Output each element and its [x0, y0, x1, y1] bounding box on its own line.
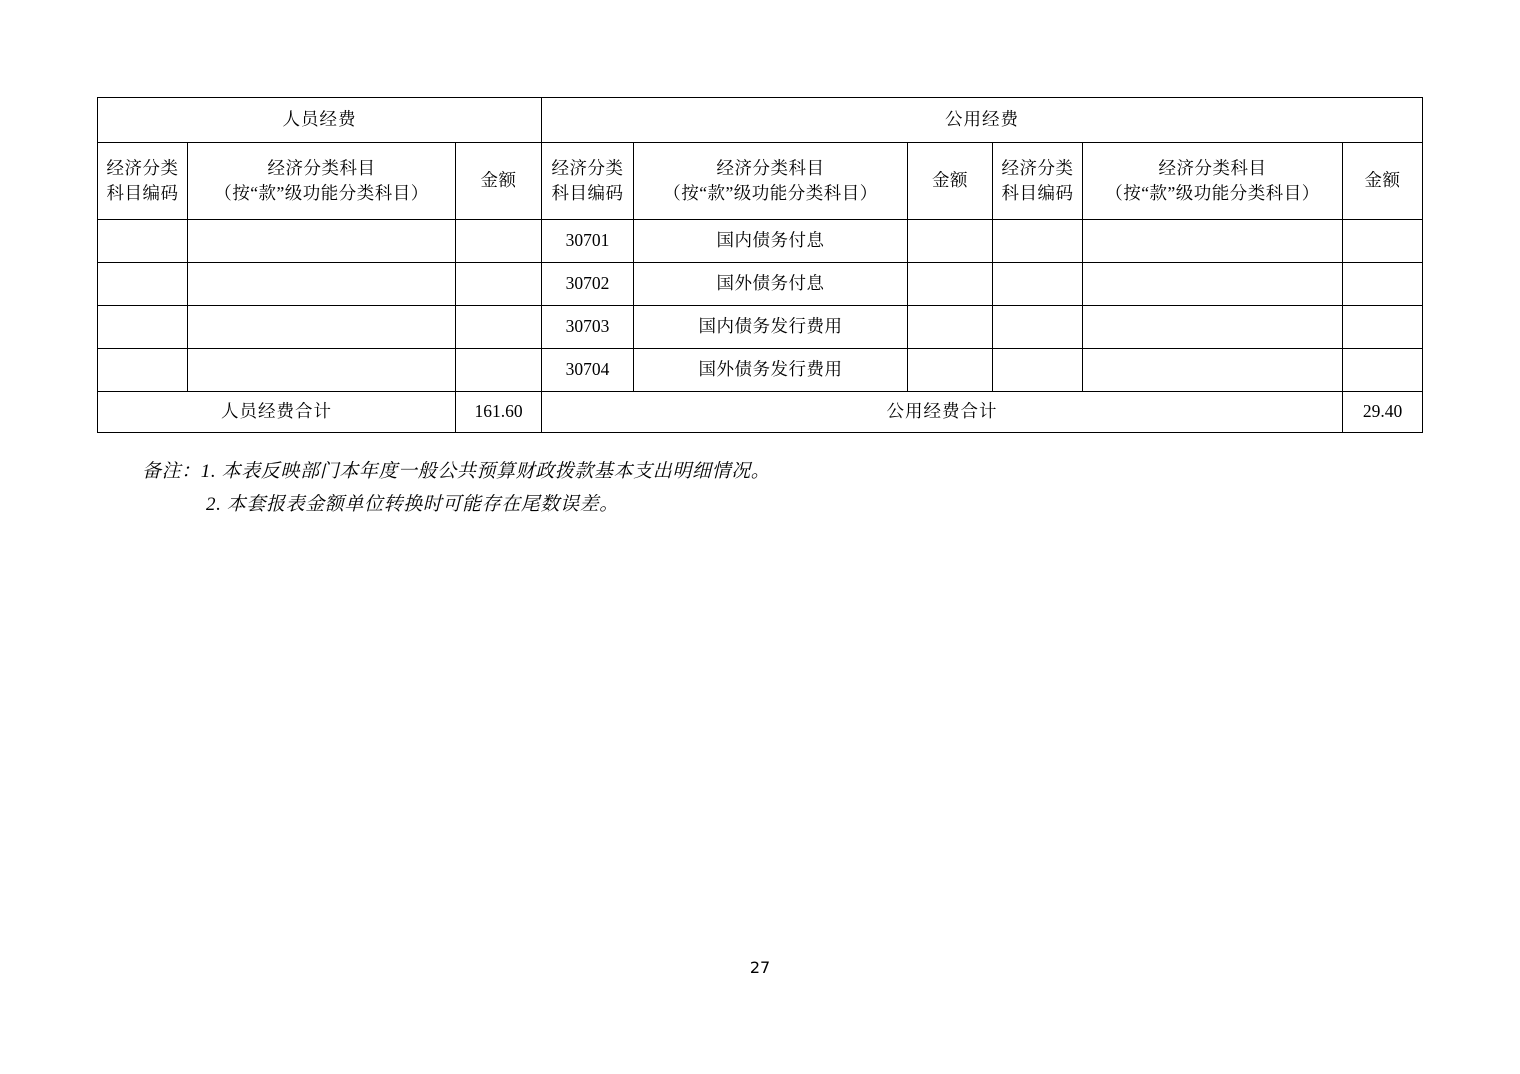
column-header-public2-name: 经济分类科目 （按“款”级功能分类科目）	[1083, 143, 1343, 220]
cell-public1-code: 30703	[542, 306, 634, 349]
total-amount-public: 29.40	[1343, 392, 1423, 433]
table-row	[98, 220, 1423, 263]
cell-public1-amount	[908, 263, 993, 306]
cell-public2-name	[1083, 220, 1343, 263]
column-header-public1-code: 经济分类 科目编码	[542, 143, 634, 220]
cell-personnel-code	[98, 263, 188, 306]
cell-personnel-code	[98, 220, 188, 263]
group-header-public: 公用经费	[542, 98, 1423, 143]
cell-personnel-amount	[456, 306, 542, 349]
cell-personnel-code	[98, 306, 188, 349]
cell-public1-name: 国外债务发行费用	[634, 349, 908, 392]
column-header-public1-amount: 金额	[908, 143, 993, 220]
cell-personnel-code	[98, 349, 188, 392]
cell-personnel-name	[188, 263, 456, 306]
cell-public2-name	[1083, 349, 1343, 392]
cell-personnel-name	[188, 306, 456, 349]
cell-public1-amount	[908, 349, 993, 392]
cell-public2-amount	[1343, 349, 1423, 392]
cell-public2-code	[993, 306, 1083, 349]
column-header-public2-code: 经济分类 科目编码	[993, 143, 1083, 220]
cell-public1-name: 国外债务付息	[634, 263, 908, 306]
cell-public2-amount	[1343, 306, 1423, 349]
table-notes	[142, 455, 770, 522]
cell-public2-code	[993, 263, 1083, 306]
column-header-personnel-name: 经济分类科目 （按“款”级功能分类科目）	[188, 143, 456, 220]
cell-public1-name: 国内债务发行费用	[634, 306, 908, 349]
total-label-public: 公用经费合计	[542, 392, 1343, 433]
table-group-header-row	[98, 98, 1423, 143]
cell-personnel-amount	[456, 349, 542, 392]
cell-public1-name: 国内债务付息	[634, 220, 908, 263]
column-header-public2-amount: 金额	[1343, 143, 1423, 220]
cell-public1-amount	[908, 306, 993, 349]
cell-public1-code: 30702	[542, 263, 634, 306]
cell-public2-amount	[1343, 263, 1423, 306]
total-amount-personnel: 161.60	[456, 392, 542, 433]
table-row	[98, 263, 1423, 306]
column-header-public1-name: 经济分类科目 （按“款”级功能分类科目）	[634, 143, 908, 220]
cell-public2-name	[1083, 306, 1343, 349]
table-column-header-row	[98, 143, 1423, 220]
cell-personnel-name	[188, 349, 456, 392]
cell-personnel-amount	[456, 220, 542, 263]
note-line-1: 备注：1. 本表反映部门本年度一般公共预算财政拨款基本支出明细情况。	[142, 461, 771, 482]
table-total-row	[98, 392, 1423, 433]
cell-public2-name	[1083, 263, 1343, 306]
page-number: 27	[749, 958, 771, 977]
cell-public1-code: 30704	[542, 349, 634, 392]
cell-public2-code	[993, 349, 1083, 392]
group-header-personnel: 人员经费	[98, 98, 542, 143]
cell-public2-amount	[1343, 220, 1423, 263]
cell-public2-code	[993, 220, 1083, 263]
cell-public1-code: 30701	[542, 220, 634, 263]
note-line-2: 2. 本套报表金额单位转换时可能存在尾数误差。	[206, 494, 619, 516]
total-label-personnel: 人员经费合计	[98, 392, 456, 433]
table-row	[98, 349, 1423, 392]
basic-expenditure-table	[97, 97, 1423, 433]
cell-personnel-amount	[456, 263, 542, 306]
column-header-personnel-code: 经济分类 科目编码	[98, 143, 188, 220]
table-row	[98, 306, 1423, 349]
column-header-personnel-amount: 金额	[456, 143, 542, 220]
cell-personnel-name	[188, 220, 456, 263]
cell-public1-amount	[908, 220, 993, 263]
